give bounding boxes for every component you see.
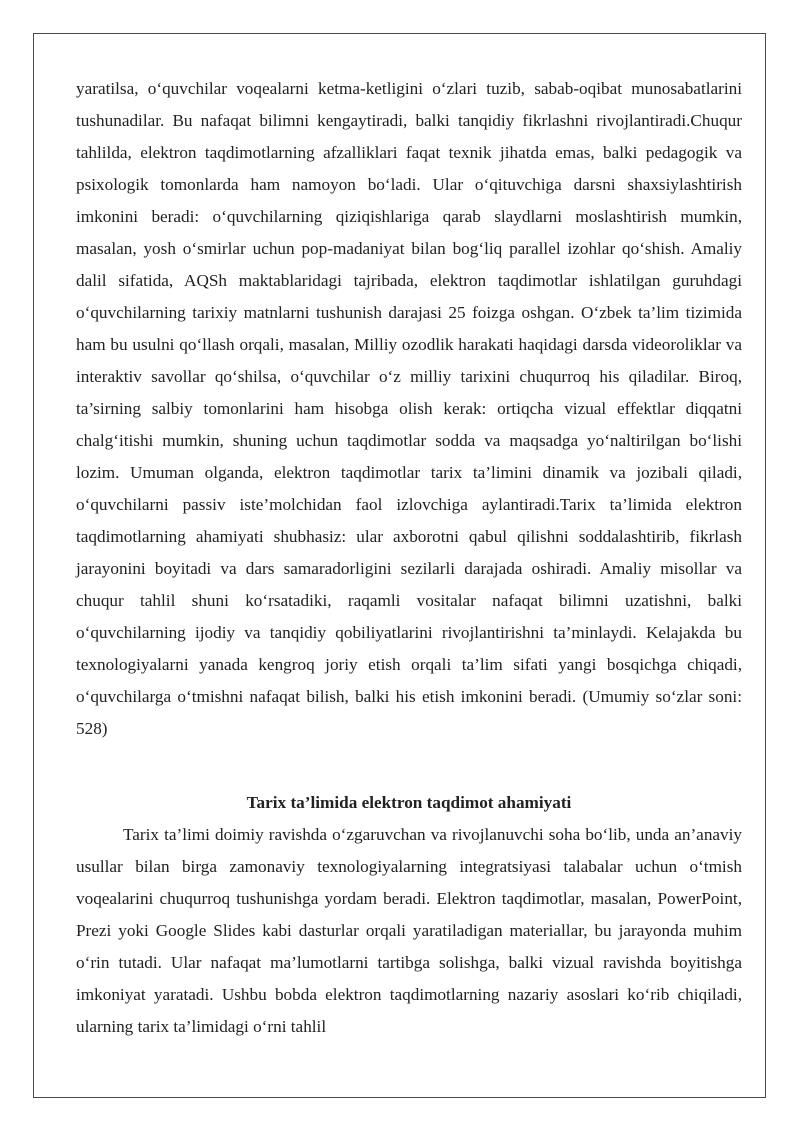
section-heading: Tarix ta’limida elektron taqdimot ahamiyati — [246, 793, 572, 812]
body-paragraph: yaratilsa, o‘quvchilar voqealarni ketma-ketligini o‘zlari tuzib, sabab-oqibat munosabatlarini tushunadilar. Bu nafaqat bilimni kengaytiradi, balki tanqidiy fikrlashni rivojlantiradi.Chuqur tahlilda, elektron taqdimotlarning afzalliklari faqat texnik jihatda emas, balki pedagogik va psixologik tomonlarda ham namoyon bo‘ladi. Ular o‘qituvchiga darsni shaxsiylashtirish imkonini beradi: o‘quvchilarning qiziqishlariga qarab slaydlarni moslashtirish mumkin, masalan, yosh o‘smirlar uchun pop-madaniyat bilan bog‘liq parallel izohlar qo‘shish. Amaliy dalil sifatida, AQSh maktablaridagi tajribada, elektron taqdimotlar ishlatilgan guruhdagi o‘quvchilarning tarixiy matnlarni tushunish darajasi 25 foizga oshgan. O‘zbek ta’lim tizimida ham bu usulni qo‘llash orqali, masalan, Milliy ozodlik harakati haqidagi darsda videoroliklar va interaktiv savollar qo‘shilsa, o‘quvchilar o‘z milliy tarixini chuqurroq his qiladilar. Biroq, ta’sirning salbiy tomonlarini ham hisobga olish kerak: ortiqcha vizual effektlar diqqatni chalg‘itishi mumkin, shuning uchun taqdimotlar sodda va maqsadga yo‘naltirilgan bo‘lishi lozim. Umuman olganda, elektron taqdimotlar tarix ta’limini dinamik va jozibali qiladi, o‘quvchilarni passiv iste’molchidan faol izlovchiga aylantiradi.Tarix ta’limida elektron taqdimotlarning ahamiyati shubhasiz: ular axborotni qabul qilishni soddalashtirib, fikrlash jarayonini boyitadi va dars samaradorligini sezilarli darajada oshiradi. Amaliy misollar va chuqur tahlil shuni ko‘rsatadiki, raqamli vositalar nafaqat bilimni uzatishni, balki o‘quvchilarning ijodiy va tanqidiy qobiliyatlarini rivojlantirishni ta’minlaydi. Kelajakda bu texnologiyalarni yanada kengroq joriy etish orqali ta’lim sifati yangi bosqichga chiqadi, o‘quvchilarga o‘tmishni nafaqat bilish, balki his etish imkonini beradi. (Umumiy so‘zlar soni: 528) — [76, 79, 742, 738]
body-paragraph-intro: Tarix ta’limi doimiy ravishda o‘zgaruvchan va rivojlanuvchi soha bo‘lib, unda an’anaviy usullar bilan birga zamonaviy texnologiyalarning integratsiyasi talabalar uchun o‘tmish voqealarini chuqurroq tushunishga yordam beradi. Elektron taqdimotlar, masalan, PowerPoint, Prezi yoki Google Slides kabi dasturlar orqali yaratiladigan materiallar, bu jarayonda muhim o‘rin tutadi. Ular nafaqat ma’lumotlarni tartibga solishga, balki vizual ravishda boyitishga imkoniyat yaratadi. Ushbu bobda elektron taqdimotlarning nazariy asoslari ko‘rib chiqiladi, ularning tarix ta’limidagi o‘rni tahlil — [76, 825, 742, 1036]
